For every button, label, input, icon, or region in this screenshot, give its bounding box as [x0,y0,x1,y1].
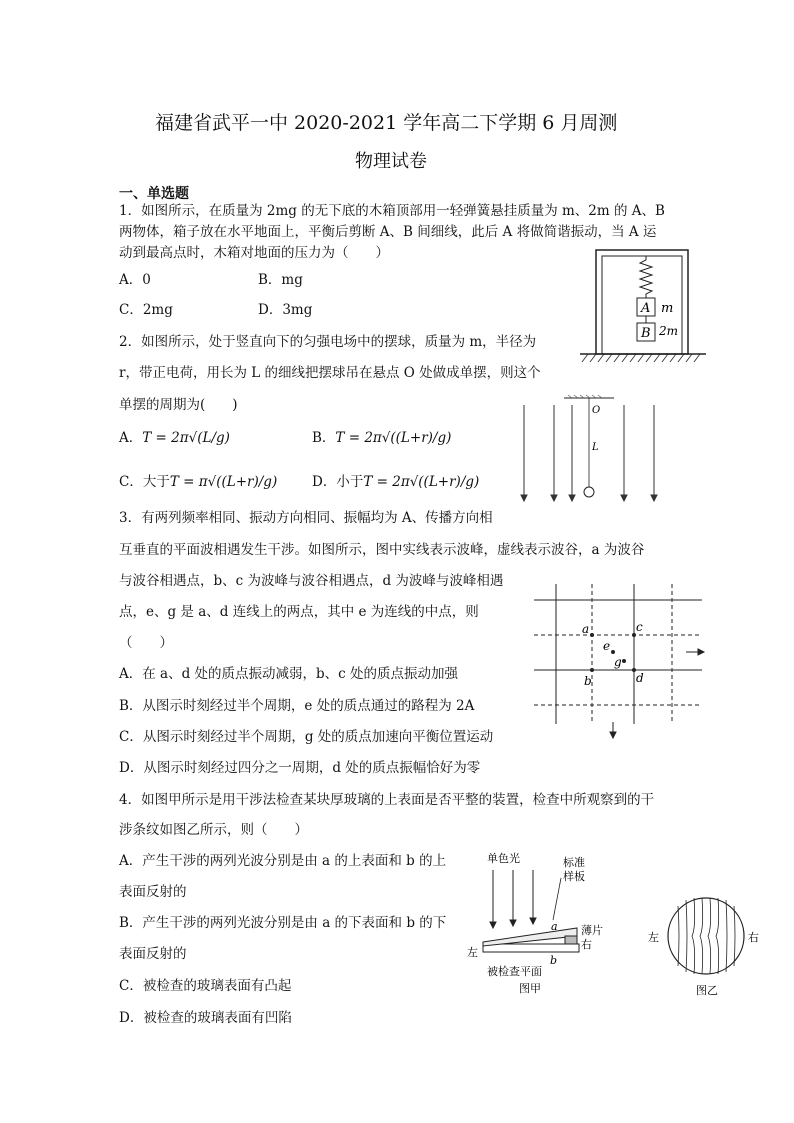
q4-yi-left: 左 [648,931,659,944]
q4-label-left: 左 [467,946,478,959]
q3-point-e: e [603,639,611,653]
q1-stem-1: 1．如图所示，在质量为 2mg 的无下底的木箱顶部用一轻弹簧悬挂质量为 m、2m 的 A、B [119,203,665,219]
q4-stem-2: 涉条纹如图乙所示，则（ ） [119,822,308,838]
q3-figure-grid [534,584,714,744]
page-title: 福建省武平一中 2020-2021 学年高二下学期 6 月周测 [155,112,618,134]
q4-caption-yi: 图乙 [696,984,718,997]
q4-figure-yi [644,848,784,998]
q4-label-b: b [550,954,558,967]
section-heading: 一、单选题 [119,186,189,202]
q3-stem-5: （ ） [119,635,173,651]
q3-option-a[interactable]: A．在 a、d 处的质点振动减弱，b、c 处的质点振动加强 [119,666,459,682]
q4-option-a-cont: 表面反射的 [119,884,187,900]
q3-stem-4: 点，e、g 是 a、d 连线上的两点，其中 e 为连线的中点，则 [119,604,479,620]
q4-label-shim: 薄片 [581,924,603,937]
q2-option-b-prefix: B． [312,430,336,446]
q2-figure-pendulum [514,395,664,505]
q2-formula-c: T = π√((L+r)/g) [169,474,278,490]
q3-option-c[interactable]: C．从图示时刻经过半个周期，g 处的质点加速向平衡位置运动 [119,729,494,745]
q2-option-a-prefix: A． [119,430,143,446]
q1-figure-box [578,246,708,366]
q3-stem-2: 互垂直的平面波相遇发生干涉。如图所示，图中实线表示波峰，虚线表示波谷，a 为波谷 [119,542,645,558]
q4-label-right: 右 [581,938,592,951]
q4-option-d[interactable]: D．被检查的玻璃表面有凹陷 [119,1010,292,1026]
q2-label-l: L [592,442,599,453]
q2-option-d[interactable] [312,472,479,492]
q1-stem-2: 两物体，箱子放在水平地面上，平衡后剪断 A、B 间细线，此后 A 将做简谐振动，当 A 运 [119,224,657,240]
q1-option-b[interactable]: B．mg [258,272,303,288]
q2-label-o: O [592,405,601,416]
q4-label-light: 单色光 [487,852,520,865]
q2-formula-d: T = 2π√((L+r)/g) [363,474,480,490]
q1-mass-a: m [661,301,674,316]
q4-option-a[interactable]: A．产生干涉的两列光波分别是由 a 的上表面和 b 的上 [119,853,447,869]
q3-point-d: d [636,671,644,685]
q4-option-b[interactable]: B．产生干涉的两列光波分别是由 a 的下表面和 b 的下 [119,915,447,931]
q4-stem-1: 4．如图甲所示是用干涉法检查某块厚玻璃的上表面是否平整的装置，检查中所观察到的干 [119,792,655,808]
q4-label-std1: 标准 [563,856,585,869]
q3-point-c: c [636,620,643,634]
q2-stem-1: 2．如图所示，处于竖直向下的匀强电场中的摆球，质量为 m，半径为 [119,334,537,350]
q2-formula-b: T = 2π√((L+r)/g) [335,430,452,446]
q4-figure-jia [465,848,603,998]
q4-label-a: a [551,920,558,933]
q4-option-b-cont: 表面反射的 [119,946,187,962]
q2-option-b[interactable] [312,428,451,448]
q3-option-d[interactable]: D．从图示时刻经过四分之一周期，d 处的质点振幅恰好为零 [119,760,481,776]
page-subtitle: 物理试卷 [355,151,427,172]
q1-mass-b: 2m [659,324,679,338]
q1-label-b: B [641,326,651,341]
q1-option-a[interactable]: A．0 [119,272,151,288]
q4-option-c[interactable]: C．被检查的玻璃表面有凸起 [119,978,292,994]
q2-stem-3: 单摆的周期为( ) [119,397,238,413]
q2-formula-a: T = 2π√(L/g) [142,430,230,446]
q2-option-c[interactable] [119,472,277,492]
q3-point-a: a [582,622,590,636]
q1-option-d[interactable]: D．3mg [258,302,313,318]
q3-stem-1: 3．有两列频率相同、振动方向相同、振幅均为 A、传播方向相 [119,510,493,526]
q4-label-std2: 样板 [563,870,585,883]
q1-stem-3: 动到最高点时，木箱对地面的压力为（ ） [119,245,389,261]
q1-option-c[interactable]: C．2mg [119,302,173,318]
q4-label-plane: 被检查平面 [487,965,542,978]
q3-point-g: g [614,655,622,669]
q2-option-a[interactable] [119,428,230,448]
q3-stem-3: 与波谷相遇点，b、c 为波峰与波谷相遇点，d 为波峰与波峰相遇 [119,573,504,589]
q2-stem-2: r，带正电荷，用长为 L 的细线把摆球吊在悬点 O 处做成单摆，则这个 [119,365,541,381]
q1-label-a: A [641,301,651,316]
q4-yi-right: 右 [748,931,759,944]
q3-option-b[interactable]: B．从图示时刻经过半个周期，e 处的质点通过的路程为 2A [119,698,475,714]
q2-option-c-prefix: C．大于 [119,474,170,490]
q3-point-b: b [584,674,592,688]
q2-option-d-prefix: D．小于 [312,474,364,490]
q4-caption-jia: 图甲 [519,982,541,995]
